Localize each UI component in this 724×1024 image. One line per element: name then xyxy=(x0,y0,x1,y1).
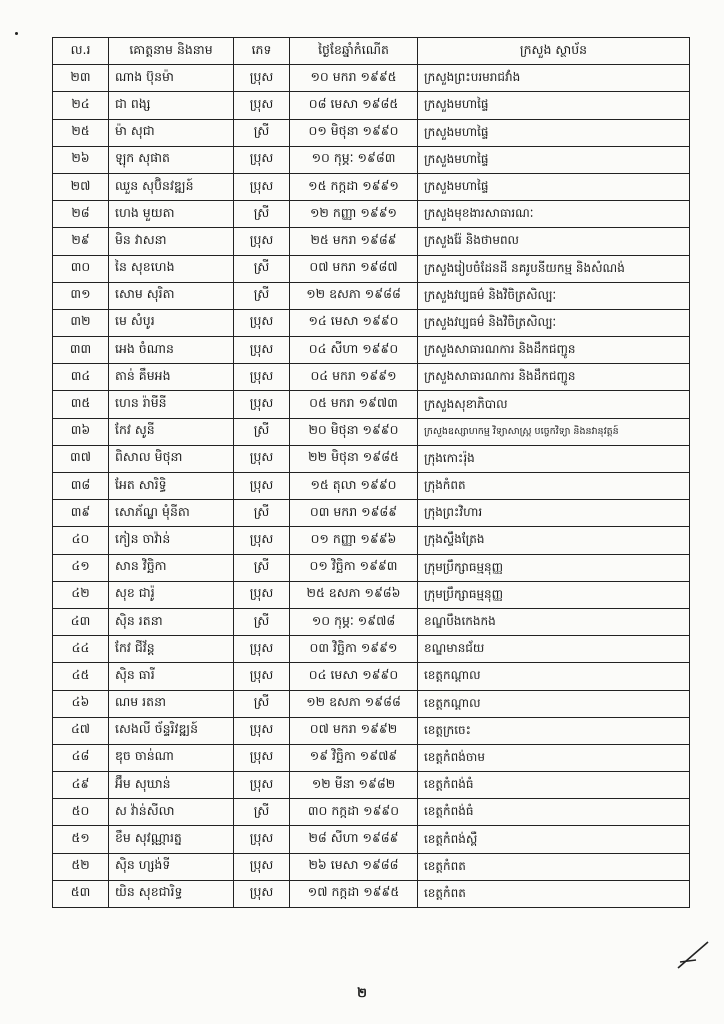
cell-date-of-birth: ០៧ មករា ១៩៨៧ xyxy=(290,255,418,282)
cell-sex: ប្រុស xyxy=(234,92,290,119)
cell-sex: ប្រុស xyxy=(234,744,290,771)
cell-name: ស វ៉ាន់សីលា xyxy=(109,799,234,826)
cell-sex: ប្រុស xyxy=(234,173,290,200)
cell-number: ៤៤ xyxy=(53,636,109,663)
cell-number: ៤៨ xyxy=(53,744,109,771)
cell-number: ២៩ xyxy=(53,228,109,255)
cell-ministry: ក្រសួងព្រះបរមរាជវាំង xyxy=(418,65,690,92)
cell-sex: ប្រុស xyxy=(234,473,290,500)
cell-number: ៣៧ xyxy=(53,445,109,472)
header-sex: ភេទ xyxy=(234,38,290,65)
cell-name: ជា ពង្ស xyxy=(109,92,234,119)
cell-date-of-birth: ០៨ មេសា ១៩៨៥ xyxy=(290,92,418,119)
cell-name: ម៉ា សុជា xyxy=(109,119,234,146)
header-ministry: ក្រសួង ស្ថាប័ន xyxy=(418,38,690,65)
cell-sex: ប្រុស xyxy=(234,391,290,418)
cell-ministry: ក្រសួងសុខាភិបាល xyxy=(418,391,690,418)
cell-date-of-birth: ២៥ មករា ១៩៨៩ xyxy=(290,228,418,255)
cell-name: ខឹម សុវណ្ណារត្ន xyxy=(109,826,234,853)
table-row xyxy=(53,663,690,690)
table-row xyxy=(53,826,690,853)
table-row xyxy=(53,146,690,173)
cell-date-of-birth: ០៤ មករា ១៩៩១ xyxy=(290,364,418,391)
cell-name: កៀន ចាវ៉ាន់ xyxy=(109,527,234,554)
cell-ministry: ក្រុមប្រឹក្សាធម្មនុញ្ញ xyxy=(418,554,690,581)
cell-ministry: ខេត្តកណ្ដាល xyxy=(418,663,690,690)
cell-name: យិន សុខជារិទ្ធ xyxy=(109,880,234,907)
table-row xyxy=(53,391,690,418)
cell-date-of-birth: ០៣ វិច្ឆិកា ១៩៩១ xyxy=(290,636,418,663)
cell-ministry: ក្រសួងសាធារណការ និងដឹកជញ្ជូន xyxy=(418,364,690,391)
table-row xyxy=(53,880,690,907)
staff-list-table xyxy=(52,37,690,908)
cell-ministry: ក្រសួងមហាផ្ទៃ xyxy=(418,92,690,119)
cell-name: សោភ័ណ្ឌ មុំនីតា xyxy=(109,500,234,527)
table-row xyxy=(53,690,690,717)
cell-date-of-birth: ១៩ វិច្ឆិកា ១៩៧៩ xyxy=(290,744,418,771)
cell-sex: ស្រី xyxy=(234,500,290,527)
cell-ministry: ក្រសួងមហាផ្ទៃ xyxy=(418,173,690,200)
header-date-of-birth: ថ្ងៃខែឆ្នាំកំណើត xyxy=(290,38,418,65)
cell-date-of-birth: ១២ មីនា ១៩៨២ xyxy=(290,772,418,799)
cell-sex: ស្រី xyxy=(234,119,290,146)
cell-name: ស៊ិន រតនា xyxy=(109,608,234,635)
cell-number: ៤១ xyxy=(53,554,109,581)
cell-number: ៣៨ xyxy=(53,473,109,500)
table-row xyxy=(53,65,690,92)
cell-number: ៣៤ xyxy=(53,364,109,391)
cell-name: ឡុក សុផាត xyxy=(109,146,234,173)
cell-ministry: ក្រសួងវប្បធម៌ និងវិចិត្រសិល្បៈ xyxy=(418,282,690,309)
cell-date-of-birth: ២៨ សីហា ១៩៨៩ xyxy=(290,826,418,853)
cell-number: ២៣ xyxy=(53,65,109,92)
cell-number: ២៥ xyxy=(53,119,109,146)
cell-name: ហេង មួយតា xyxy=(109,201,234,228)
cell-sex: ស្រី xyxy=(234,608,290,635)
cell-sex: ស្រី xyxy=(234,554,290,581)
table-row xyxy=(53,337,690,364)
cell-number: ៤៥ xyxy=(53,663,109,690)
cell-name: ណម រតនា xyxy=(109,690,234,717)
cell-name: ណាង ប៊ុនម៉ា xyxy=(109,65,234,92)
cell-ministry: ក្រសួងសាធារណការ និងដឹកជញ្ជូន xyxy=(418,337,690,364)
cell-name: អេង ចំណាន xyxy=(109,337,234,364)
cell-name: អ៊ឹម សុឃាន់ xyxy=(109,772,234,799)
table-row xyxy=(53,201,690,228)
cell-name: សោម សុរិតា xyxy=(109,282,234,309)
cell-sex: ស្រី xyxy=(234,255,290,282)
cell-sex: ប្រុស xyxy=(234,663,290,690)
cell-number: ៤៩ xyxy=(53,772,109,799)
cell-sex: ប្រុស xyxy=(234,228,290,255)
cell-sex: ស្រី xyxy=(234,201,290,228)
cell-ministry: ក្រសួងវប្បធម៌ និងវិចិត្រសិល្បៈ xyxy=(418,309,690,336)
cell-date-of-birth: ១៥ កក្កដា ១៩៩១ xyxy=(290,173,418,200)
cell-ministry: ក្រសួងមហាផ្ទៃ xyxy=(418,119,690,146)
cell-name: អែត សារិទ្ធិ xyxy=(109,473,234,500)
cell-date-of-birth: ២២ មិថុនា ១៩៨៥ xyxy=(290,445,418,472)
cell-sex: ស្រី xyxy=(234,418,290,445)
cell-ministry: ខេត្តកណ្ដាល xyxy=(418,690,690,717)
cell-sex: ស្រី xyxy=(234,690,290,717)
cell-number: ៤៦ xyxy=(53,690,109,717)
cell-name: តាន់ គឹមអង xyxy=(109,364,234,391)
cell-ministry: ក្រសួងរ៉ែ និងថាមពល xyxy=(418,228,690,255)
table-row xyxy=(53,418,690,445)
table-row xyxy=(53,853,690,880)
cell-ministry: ខេត្តកំពង់ធំ xyxy=(418,772,690,799)
cell-ministry: ខេត្តកំពង់ចាម xyxy=(418,744,690,771)
cell-ministry: ក្រសួងឧស្សាហកម្ម វិទ្យាសាស្ត្រ បច្ចេកវិទ្យា និងនវានុវត្តន៍ xyxy=(418,418,690,445)
cell-date-of-birth: ០៤ សីហា ១៩៩០ xyxy=(290,337,418,364)
cell-number: ៣៣ xyxy=(53,337,109,364)
cell-number: ៤៧ xyxy=(53,717,109,744)
cell-date-of-birth: ៣០ កក្កដា ១៩៩០ xyxy=(290,799,418,826)
cell-number: ៣៩ xyxy=(53,500,109,527)
cell-sex: ប្រុស xyxy=(234,717,290,744)
cell-sex: ប្រុស xyxy=(234,581,290,608)
cell-number: ៥០ xyxy=(53,799,109,826)
cell-ministry: ក្រុងកំពត xyxy=(418,473,690,500)
table-row xyxy=(53,772,690,799)
cell-name: មេ សំបូរ xyxy=(109,309,234,336)
cell-sex: ស្រី xyxy=(234,282,290,309)
cell-date-of-birth: ២៥ ឧសភា ១៩៨៦ xyxy=(290,581,418,608)
cell-name: ឌុច ចាន់ណា xyxy=(109,744,234,771)
table-row xyxy=(53,173,690,200)
cell-number: ៥២ xyxy=(53,853,109,880)
cell-date-of-birth: ០១ កញ្ញា ១៩៩៦ xyxy=(290,527,418,554)
cell-number: ៤៣ xyxy=(53,608,109,635)
cell-name: កែវ ជីវ័ន្ត xyxy=(109,636,234,663)
cell-ministry: ក្រសួងមុខងារសាធារណៈ xyxy=(418,201,690,228)
table-row xyxy=(53,608,690,635)
table-row xyxy=(53,119,690,146)
cell-ministry: ខណ្ឌមានជ័យ xyxy=(418,636,690,663)
cell-sex: ប្រុស xyxy=(234,880,290,907)
cell-sex: ប្រុស xyxy=(234,146,290,173)
cell-date-of-birth: ១៤ មេសា ១៩៩០ xyxy=(290,309,418,336)
cell-sex: ប្រុស xyxy=(234,772,290,799)
cell-name: សាន វិច្ឆិកា xyxy=(109,554,234,581)
cell-sex: ស្រី xyxy=(234,799,290,826)
cell-ministry: ក្រុងព្រះវិហារ xyxy=(418,500,690,527)
table-row xyxy=(53,92,690,119)
cell-date-of-birth: ១៧ កក្កដា ១៩៩៥ xyxy=(290,880,418,907)
cell-date-of-birth: ១០ កុម្ភៈ ១៩៨៣ xyxy=(290,146,418,173)
cell-sex: ប្រុស xyxy=(234,527,290,554)
header-name: គោត្តនាម និងនាម xyxy=(109,38,234,65)
cell-sex: ប្រុស xyxy=(234,826,290,853)
stray-dot-mark xyxy=(15,32,18,35)
cell-number: ៣៦ xyxy=(53,418,109,445)
cell-date-of-birth: ០១ មិថុនា ១៩៩០ xyxy=(290,119,418,146)
table-header-row xyxy=(53,38,690,65)
cell-date-of-birth: ២០ មិថុនា ១៩៩០ xyxy=(290,418,418,445)
table-row xyxy=(53,636,690,663)
page-number: ២ xyxy=(357,986,367,1001)
cell-number: ៥៣ xyxy=(53,880,109,907)
cell-number: ៤២ xyxy=(53,581,109,608)
table-row xyxy=(53,282,690,309)
cell-number: ៥១ xyxy=(53,826,109,853)
cell-date-of-birth: ០៥ មករា ១៩៧៣ xyxy=(290,391,418,418)
cell-name: សេងលី ច័ន្ទរិវឌ្ឍន៍ xyxy=(109,717,234,744)
cell-number: ៣៥ xyxy=(53,391,109,418)
cell-ministry: ខេត្តកំពត xyxy=(418,853,690,880)
cell-ministry: ក្រុមប្រឹក្សាធម្មនុញ្ញ xyxy=(418,581,690,608)
cell-name: សុខ ជារ៉ូ xyxy=(109,581,234,608)
cell-ministry: ក្រសួងមហាផ្ទៃ xyxy=(418,146,690,173)
table-row xyxy=(53,799,690,826)
cell-date-of-birth: ១០ កុម្ភៈ ១៩៧៨ xyxy=(290,608,418,635)
pen-mark-icon xyxy=(676,938,710,972)
header-number: ល.រ xyxy=(53,38,109,65)
cell-name: ស៊ិន ហ្សង់ទី xyxy=(109,853,234,880)
table-row xyxy=(53,500,690,527)
cell-number: ៣០ xyxy=(53,255,109,282)
cell-sex: ប្រុស xyxy=(234,364,290,391)
cell-sex: ប្រុស xyxy=(234,309,290,336)
cell-name: នៃ សុខហេង xyxy=(109,255,234,282)
cell-number: ៤០ xyxy=(53,527,109,554)
table-body xyxy=(53,65,690,908)
cell-ministry: ខណ្ឌបឹងកេងកង xyxy=(418,608,690,635)
cell-ministry: ខេត្តក្រចេះ xyxy=(418,717,690,744)
cell-name: មិន វាសនា xyxy=(109,228,234,255)
cell-number: ២៦ xyxy=(53,146,109,173)
cell-number: ២៧ xyxy=(53,173,109,200)
cell-date-of-birth: ០៣ មករា ១៩៨៩ xyxy=(290,500,418,527)
cell-date-of-birth: ១២ កញ្ញា ១៩៩១ xyxy=(290,201,418,228)
cell-sex: ប្រុស xyxy=(234,445,290,472)
table-row xyxy=(53,445,690,472)
table-row xyxy=(53,554,690,581)
table-row xyxy=(53,581,690,608)
table-row xyxy=(53,364,690,391)
cell-date-of-birth: ១២ ឧសភា ១៩៨៨ xyxy=(290,282,418,309)
cell-number: ៣២ xyxy=(53,309,109,336)
cell-name: កែវ សូនី xyxy=(109,418,234,445)
cell-date-of-birth: ១២ ឧសភា ១៩៨៨ xyxy=(290,690,418,717)
cell-date-of-birth: ២៦ មេសា ១៩៨៨ xyxy=(290,853,418,880)
cell-name: ស៊ិន ធារី xyxy=(109,663,234,690)
cell-date-of-birth: ០១ វិច្ឆិកា ១៩៩៣ xyxy=(290,554,418,581)
cell-number: ២៤ xyxy=(53,92,109,119)
cell-date-of-birth: ០៧ មករា ១៩៩២ xyxy=(290,717,418,744)
cell-sex: ប្រុស xyxy=(234,337,290,364)
cell-ministry: ក្រុងស្ទឹងត្រែង xyxy=(418,527,690,554)
cell-sex: ប្រុស xyxy=(234,65,290,92)
table-row xyxy=(53,744,690,771)
cell-ministry: ខេត្តកំពង់ស្ពឺ xyxy=(418,826,690,853)
cell-sex: ប្រុស xyxy=(234,853,290,880)
cell-ministry: ខេត្តកំពត xyxy=(418,880,690,907)
cell-date-of-birth: ១៥ តុលា ១៩៩០ xyxy=(290,473,418,500)
cell-date-of-birth: ១០ មករា ១៩៩៥ xyxy=(290,65,418,92)
cell-name: ពិសាល មិថុនា xyxy=(109,445,234,472)
table-row xyxy=(53,228,690,255)
table-row xyxy=(53,717,690,744)
cell-number: ២៨ xyxy=(53,201,109,228)
table-row xyxy=(53,473,690,500)
cell-date-of-birth: ០៤ មេសា ១៩៩០ xyxy=(290,663,418,690)
table-row xyxy=(53,309,690,336)
cell-ministry: ក្រសួងរៀបចំដែនដី នគរូបនីយកម្ម និងសំណង់ xyxy=(418,255,690,282)
cell-number: ៣១ xyxy=(53,282,109,309)
cell-ministry: ខេត្តកំពង់ធំ xyxy=(418,799,690,826)
cell-sex: ប្រុស xyxy=(234,636,290,663)
cell-name: ហេន រ៉ាមីនី xyxy=(109,391,234,418)
cell-name: ឈួន សុប៊ិនវឌ្ឍន៍ xyxy=(109,173,234,200)
table-row xyxy=(53,527,690,554)
cell-ministry: ក្រុងកោះរ៉ុង xyxy=(418,445,690,472)
table-row xyxy=(53,255,690,282)
